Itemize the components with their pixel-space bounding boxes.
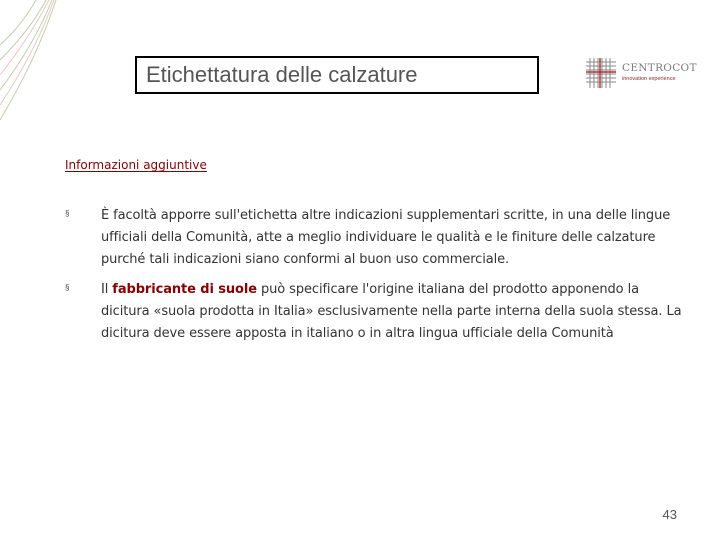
bullet-icon: § xyxy=(65,283,70,292)
bullet-text xyxy=(101,279,685,345)
logo-name: CENTROCOT xyxy=(622,62,697,74)
page-number: 43 xyxy=(662,507,677,522)
bullet-text: È facoltà apporre sull'etichetta altre indicazioni supplementari scritte, in una delle lingue ufficiali della Comunità, atte a meglio individuare le qualità e le finiture delle calzature purché tali indicazioni siano conformi al buon uso commerciale. xyxy=(101,208,671,267)
centrocot-logo xyxy=(584,56,697,90)
list-item xyxy=(65,205,685,271)
bullet-list xyxy=(65,205,685,353)
decorative-corner-lines xyxy=(0,0,60,540)
highlighted-term: fabbricante di suole xyxy=(112,282,257,297)
slide-title-box xyxy=(135,56,539,94)
slide-title: Etichettatura delle calzature xyxy=(146,62,418,87)
centrocot-logo-mark-icon xyxy=(584,56,618,90)
section-heading: Informazioni aggiuntive xyxy=(65,158,207,172)
list-item xyxy=(65,279,685,345)
bullet-icon: § xyxy=(65,209,70,218)
logo-tagline: innovation experience xyxy=(622,76,676,82)
bullet-text-suffix: può specificare l'origine italiana del prodotto apponendo la dicitura «suola prodotta in Italia» esclusivamente nella parte interna della suola stessa. La dicitura deve essere apposta in italiano o in altra lingua ufficiale della Comunità xyxy=(101,282,682,341)
bullet-text-prefix: Il xyxy=(101,282,113,297)
